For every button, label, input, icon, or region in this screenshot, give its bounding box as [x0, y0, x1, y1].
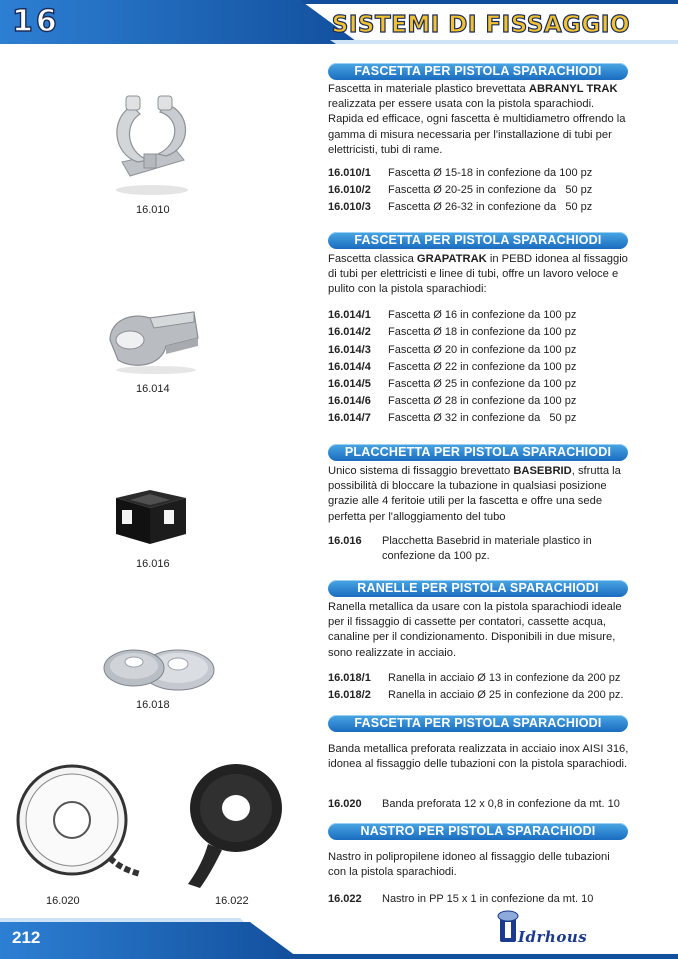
product-heading: NASTRO PER PISTOLA SPARACHIODI	[328, 823, 628, 840]
product-description: Ranella metallica da usare con la pistola sparachiodi ideale per il fissaggio di cassette per contatori, cassette acqua, canaline per il condizionamento. Disponibili in due misure, sono realizzate in acciaio.	[328, 601, 622, 659]
product-item: 16.014/6 Fascetta Ø 28 in confezione da 100 pz	[328, 395, 577, 407]
product-item: 16.014/5 Fascetta Ø 25 in confezione da 100 pz	[328, 378, 577, 390]
image-label: 16.018	[136, 699, 170, 711]
tape-roll-icon	[178, 758, 288, 890]
brand-name: Idrhous	[518, 928, 588, 946]
product-item: 16.010/3 Fascetta Ø 26-32 in confezione da 50 pz	[328, 201, 593, 213]
product-item: 16.018/1 Ranella in acciaio Ø 13 in confezione da 200 pz	[328, 672, 621, 684]
product-item: 16.022 Nastro in PP 15 x 1 in confezione da mt. 10	[328, 893, 594, 905]
product-item: 16.016 Placchetta Basebrid in materiale plastico in confezione da 100 pz.	[328, 535, 592, 562]
product-heading: PLACCHETTA PER PISTOLA SPARACHIODI	[328, 444, 628, 461]
product-heading: RANELLE PER PISTOLA SPARACHIODI	[328, 580, 628, 597]
product-item: 16.014/4 Fascetta Ø 22 in confezione da 100 pz	[328, 361, 577, 373]
product-description: Fascetta in materiale plastico brevettata ABRANYL TRAK realizzata per essere usata con la pistola sparachiodi. Rapida ed efficace, ogni fascetta è multidiametro offrendo la gamma di misura necessaria per l'installazione di tubi per elettricisti, tubi di rame.	[328, 83, 626, 156]
product-heading: FASCETTA PER PISTOLA SPARACHIODI	[328, 63, 628, 80]
base-plate-icon	[110, 488, 190, 548]
product-heading: FASCETTA PER PISTOLA SPARACHIODI	[328, 715, 628, 732]
image-label: 16.016	[136, 558, 170, 570]
product-item: 16.018/2 Ranella in acciaio Ø 25 in confezione da 200 pz.	[328, 689, 624, 701]
product-description: Banda metallica preforata realizzata in acciaio inox AISI 316, idonea al fissaggio delle tubazioni con la pistola sparachiodi.	[328, 743, 629, 771]
chapter-number: 16	[12, 4, 60, 39]
product-description: Nastro in polipropilene idoneo al fissaggio delle tubazioni con la pistola sparachiodi.	[328, 851, 610, 879]
section-title: SISTEMI DI FISSAGGIO	[331, 12, 630, 38]
product-item: 16.014/7 Fascetta Ø 32 in confezione da 50 pz	[328, 412, 577, 424]
product-item: 16.014/1 Fascetta Ø 16 in confezione da 100 pz	[328, 309, 577, 321]
saddle-clip-icon	[104, 300, 204, 375]
product-description: Fascetta classica GRAPATRAK in PEBD idonea al fissaggio di tubi per elettricisti e linee di tubi, offre un lavoro veloce e pulito con la pistola sparachiodi:	[328, 253, 628, 296]
image-label: 16.020	[46, 895, 80, 907]
image-label: 16.014	[136, 383, 170, 395]
product-item: 16.014/2 Fascetta Ø 18 in confezione da 100 pz	[328, 326, 577, 338]
washer-icon	[98, 640, 218, 695]
product-item: 16.010/1 Fascetta Ø 15-18 in confezione da 100 pz	[328, 167, 593, 179]
image-label: 16.022	[215, 895, 249, 907]
product-description: Unico sistema di fissaggio brevettato BASEBRID, sfrutta la possibilità di bloccare la tubazione in qualsiasi posizione grazie alle 4 feritoie utili per la fascetta e offre una sede perfetta per l'alloggiamento del tubo	[328, 465, 621, 523]
perforated-band-roll-icon	[14, 762, 144, 887]
brand-logo-icon	[496, 910, 520, 944]
product-heading: FASCETTA PER PISTOLA SPARACHIODI	[328, 232, 628, 249]
product-item: 16.020 Banda preforata 12 x 0,8 in confezione da mt. 10	[328, 798, 620, 810]
page-number: 212	[12, 928, 41, 947]
product-item: 16.010/2 Fascetta Ø 20-25 in confezione da 50 pz	[328, 184, 593, 196]
image-label: 16.010	[136, 204, 170, 216]
clip-icon	[100, 92, 200, 197]
product-item: 16.014/3 Fascetta Ø 20 in confezione da 100 pz	[328, 344, 577, 356]
